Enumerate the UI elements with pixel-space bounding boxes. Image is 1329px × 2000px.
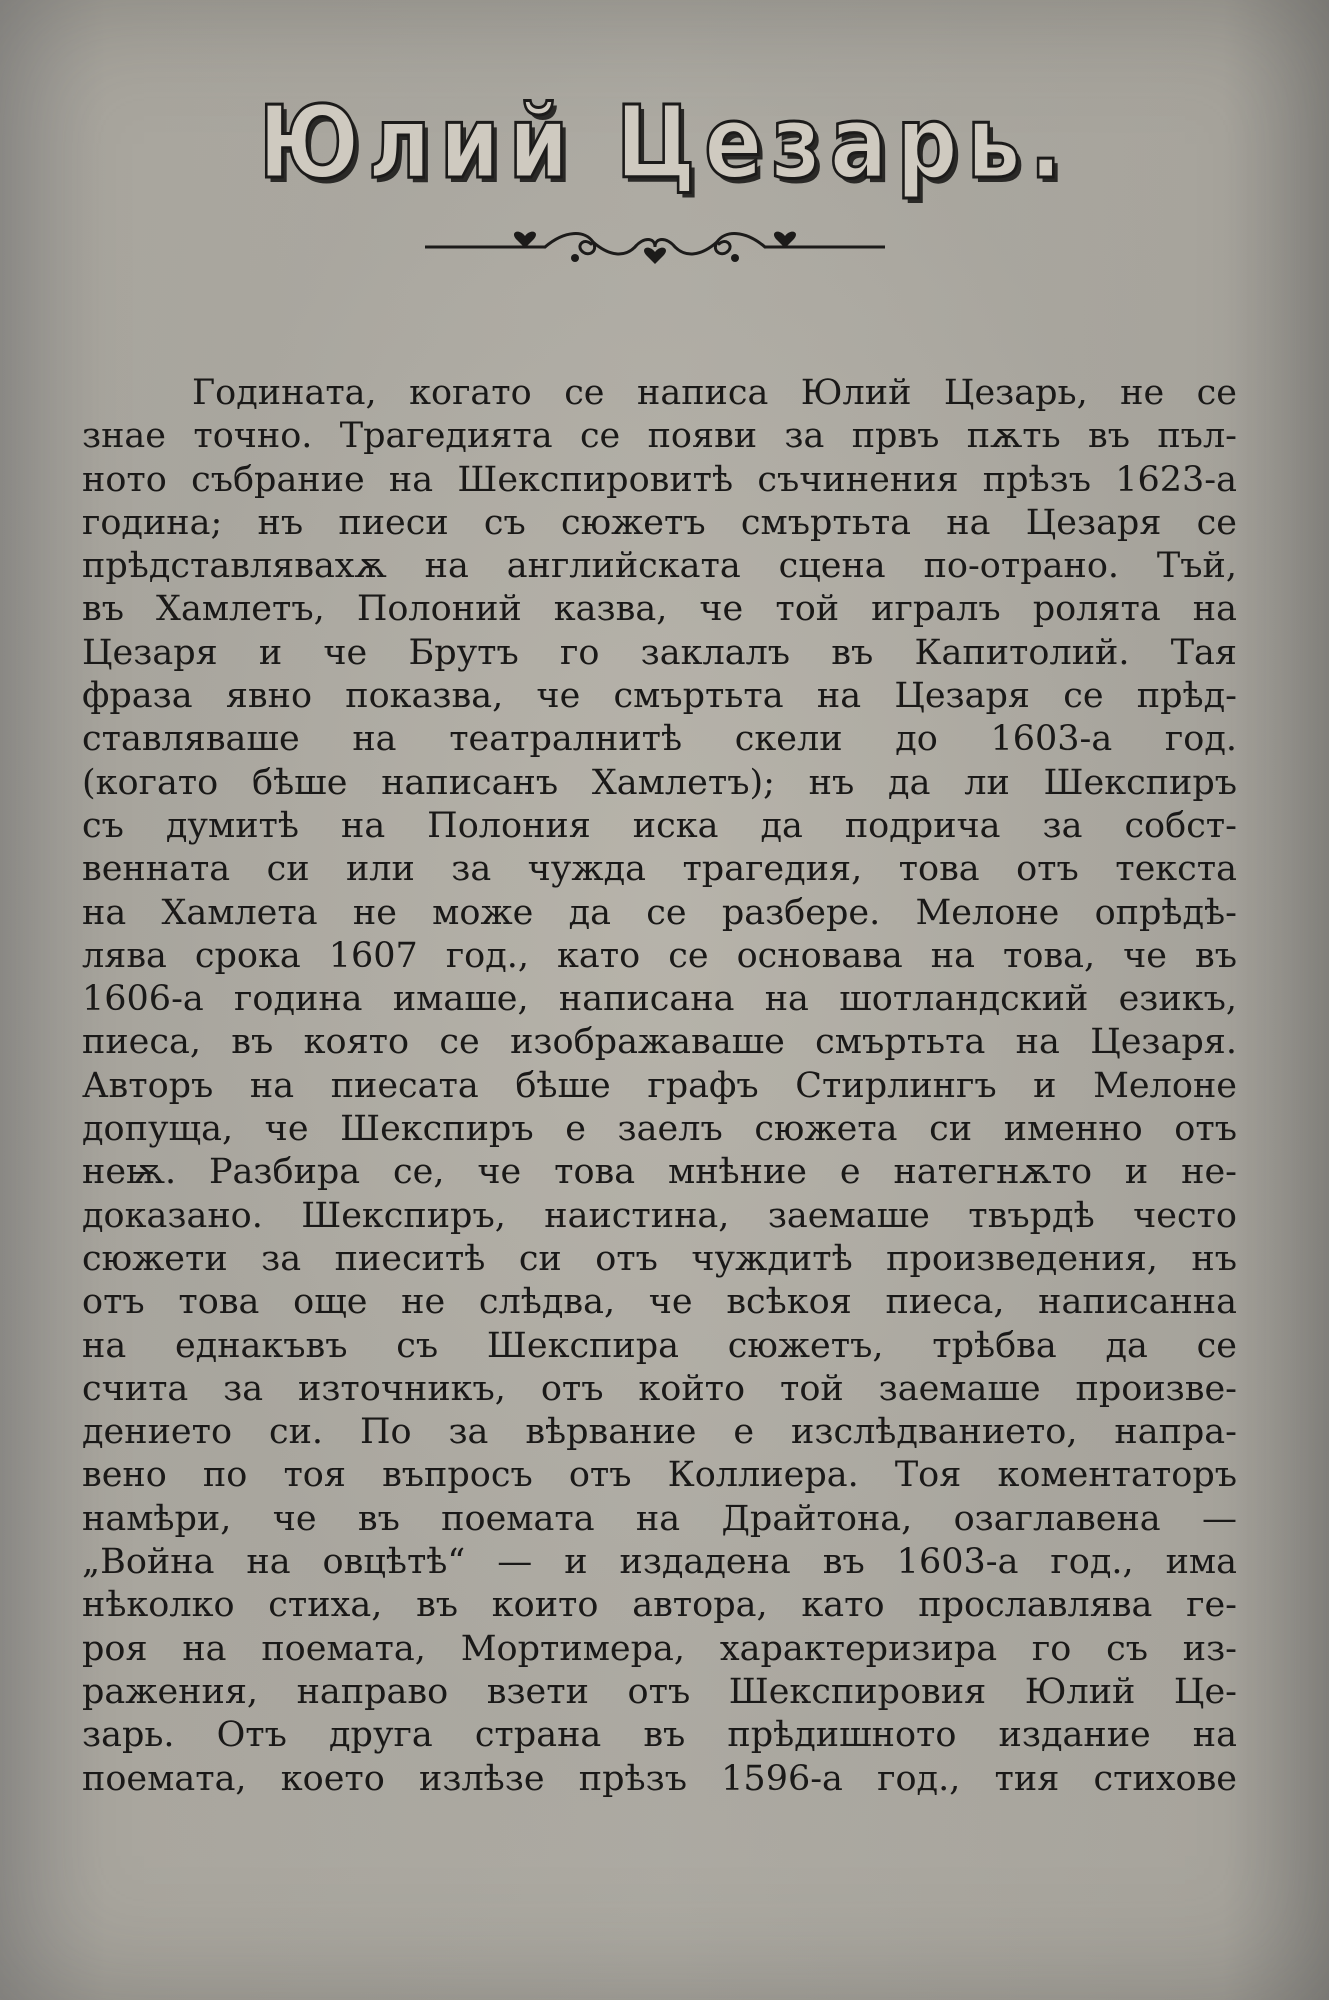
text-line: вено по тоя въпросъ отъ Коллиера. Тоя коментаторъ <box>82 1455 1237 1496</box>
text-line: намѣри, че въ поемата на Драйтона, озаглавена — <box>82 1498 1237 1539</box>
text-line: съ думитѣ на Полония иска да подрича за собст- <box>82 805 1237 846</box>
text-line: знае точно. Трагедията се появи за првъ пѫть въ пъл- <box>82 416 1237 457</box>
text-line: отъ това още не слѣдва, че всѣкоя пиеса, написанна <box>82 1282 1237 1323</box>
text-line: (когато бѣше написанъ Хамлетъ); нъ да ли Шекспиръ <box>82 762 1237 803</box>
text-line: ставляваше на театралнитѣ скели до 1603-а год. <box>82 719 1237 760</box>
text-line: дението си. По за вѣрвание е изслѣдванието, напра- <box>82 1412 1237 1453</box>
text-line: доказано. Шекспиръ, наистина, заемаше твърдѣ често <box>82 1195 1237 1236</box>
text-line: поемата, което излѣзе прѣзъ 1596-а год., тия стихове <box>82 1758 1237 1799</box>
page-title: Юлий Цезарь. <box>258 84 1071 201</box>
text-line: нѣколко стиха, въ които автора, като прославлява ге- <box>82 1585 1237 1626</box>
text-line: 1606-а година имаше, написана на шотландский езикъ, <box>82 979 1237 1020</box>
text-line: допуща, че Шекспиръ е заелъ сюжета си именно отъ <box>82 1109 1237 1150</box>
text-line: ражения, направо взети отъ Шекспировия Юлий Це- <box>82 1671 1237 1712</box>
text-line: ното събрание на Шекспировитѣ съчинения прѣзъ 1623-а <box>82 459 1237 500</box>
text-line: въ Хамлетъ, Полоний казва, че той игралъ ролята на <box>82 589 1237 630</box>
text-line: „Война на овцѣтѣ“ — и издадена въ 1603-а год., има <box>82 1542 1237 1583</box>
text-line: Цезаря и че Брутъ го заклалъ въ Капитолий. Тая <box>82 632 1237 673</box>
decorative-flourish-icon <box>425 222 885 272</box>
text-line: венната си или за чужда трагедия, това отъ текста <box>82 849 1237 890</box>
text-line: пиеса, въ която се изображаваше смъртьта на Цезаря. <box>82 1022 1237 1063</box>
text-line: прѣдставлявахѫ на английската сцена по-отрано. Тъй, <box>82 546 1237 587</box>
text-line: Годината, когато се написа Юлий Цезарь, не се <box>192 373 1237 413</box>
text-line: на Хамлета не може да се разбере. Мелоне опрѣдѣ- <box>82 892 1237 933</box>
text-line: сюжети за пиеситѣ си отъ чуждитѣ произведения, нъ <box>82 1238 1237 1279</box>
text-line: зарь. Отъ друга страна въ прѣдишното издание на <box>82 1715 1237 1756</box>
body-paragraph <box>82 372 1237 1801</box>
text-line: счита за източникъ, отъ който той заемаше произве- <box>82 1368 1237 1409</box>
text-line: лява срока 1607 год., като се основава на това, че въ <box>82 935 1237 976</box>
text-line: фраза явно показва, че смъртьта на Цезаря се прѣд- <box>82 676 1237 717</box>
text-line: година; нъ пиеси съ сюжетъ смъртьта на Цезаря се <box>82 502 1237 543</box>
text-line: Авторъ на пиесата бѣше графъ Стирлингъ и Мелоне <box>82 1065 1237 1106</box>
text-line: роя на поемата, Мортимера, характеризира го съ из- <box>82 1628 1237 1669</box>
text-line: неѭ. Разбира се, че това мнѣние е натегнѫто и не- <box>82 1152 1237 1193</box>
text-line: на еднакъвъ съ Шекспира сюжетъ, трѣбва да се <box>82 1325 1237 1366</box>
